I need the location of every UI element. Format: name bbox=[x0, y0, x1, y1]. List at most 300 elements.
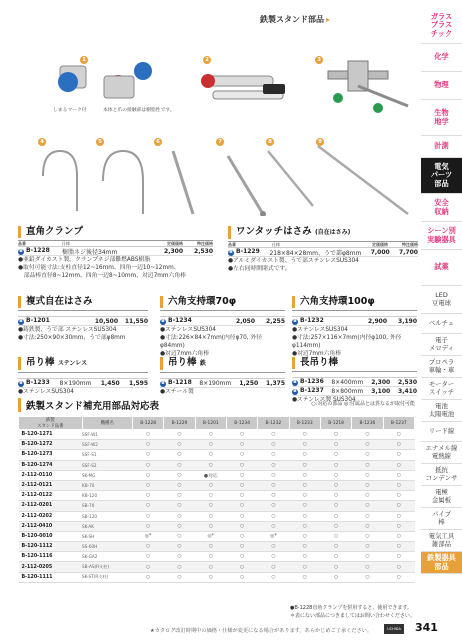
product-block-b3 bbox=[18, 296, 148, 342]
photo-number: 2 bbox=[203, 56, 211, 64]
photo-number: 5 bbox=[96, 138, 104, 146]
product-title: 六角支持環100φ bbox=[292, 296, 417, 308]
product-spec: 樹脂ネジ後径34mm bbox=[62, 248, 118, 256]
table-cell: ○ bbox=[195, 460, 226, 470]
table-row bbox=[19, 572, 415, 582]
table-cell: ○ bbox=[132, 542, 163, 552]
product-code: B B-1233 bbox=[19, 379, 50, 386]
table-cell: ○ bbox=[132, 511, 163, 521]
table-cell: 2-112-0205 bbox=[19, 562, 83, 572]
table-cell: ○ bbox=[164, 501, 195, 511]
table-cell: ○ bbox=[383, 501, 414, 511]
table-cell: ○ bbox=[226, 531, 257, 541]
page-number: 341 bbox=[415, 621, 438, 634]
photo-caption: しまるマーク付 bbox=[53, 108, 87, 113]
sidebar-tab[interactable]: 鉄製器具 部品 bbox=[421, 552, 462, 574]
table-cell: ○ bbox=[132, 501, 163, 511]
product-note: ●取付可能寸法:支柱直径12~16mm、四角一辺10~12mm、 bbox=[18, 265, 180, 271]
product-spec: 8×190mm bbox=[59, 379, 92, 387]
table-cell: ○ bbox=[352, 542, 383, 552]
table-cell: SK-MG bbox=[82, 470, 132, 480]
product-code: B B-1234 bbox=[161, 317, 192, 324]
table-cell: ○ bbox=[320, 542, 351, 552]
table-title: 鉄製スタンド補充用部品対応表 bbox=[18, 398, 415, 412]
table-cell: KB-120 bbox=[82, 491, 132, 501]
product-note: ●ステンレスSUS304 bbox=[292, 327, 348, 333]
table-cell: ○ bbox=[132, 470, 163, 480]
table-cell: SK-SH bbox=[82, 531, 132, 541]
table-cell: ○ bbox=[132, 480, 163, 490]
product-block-b8 bbox=[292, 357, 417, 404]
product-title: 長吊り棒 bbox=[292, 357, 417, 369]
product-badge-icon: B bbox=[19, 249, 23, 254]
table-cell: ○ bbox=[195, 572, 226, 582]
table-cell: ○ bbox=[195, 511, 226, 521]
table-row bbox=[19, 552, 415, 562]
table-cell: ○ bbox=[164, 521, 195, 531]
product-note: ●ステンレス製 SUS304 bbox=[292, 397, 356, 403]
table-cell: ○ bbox=[352, 460, 383, 470]
table-footnotes bbox=[290, 604, 415, 620]
table-cell: ○ bbox=[289, 460, 320, 470]
sidebar-tab[interactable]: 化学 bbox=[421, 44, 462, 72]
table-cell: ○ bbox=[164, 531, 195, 541]
product-note: ●鋳鉄製、うで部 ステンレスSUS304 bbox=[18, 327, 117, 333]
table-cell: ○ bbox=[383, 491, 414, 501]
table-cell: B-120-1111 bbox=[19, 572, 83, 582]
product-row bbox=[292, 317, 417, 326]
table-cell: ○ bbox=[320, 450, 351, 460]
sidebar-tab[interactable]: 物理 bbox=[421, 72, 462, 100]
product-table-header bbox=[160, 372, 285, 379]
table-cell: ○ bbox=[226, 572, 257, 582]
list-price: 2,050 bbox=[236, 317, 255, 325]
table-cell: ○ bbox=[164, 430, 195, 440]
photo-number: 7 bbox=[216, 138, 224, 146]
table-row bbox=[19, 501, 415, 511]
table-cell: ○ bbox=[258, 501, 289, 511]
rod-stainless bbox=[173, 151, 193, 214]
photo-number: 3 bbox=[315, 56, 323, 64]
table-cell: ○ bbox=[352, 491, 383, 501]
product-spec: 8×800mm bbox=[331, 387, 364, 395]
tax-price: 3,190 bbox=[398, 317, 417, 325]
table-cell: B-120-1116 bbox=[19, 552, 83, 562]
table-cell: ○ bbox=[258, 542, 289, 552]
table-cell: ○ bbox=[132, 491, 163, 501]
table-cell: ○ bbox=[195, 450, 226, 460]
table-row bbox=[19, 480, 415, 490]
table-cell: ○ bbox=[258, 450, 289, 460]
product-note: ●寸法:257×116×7mm(内径φ100, 外径φ114mm) bbox=[292, 335, 402, 349]
table-cell: ○ bbox=[352, 440, 383, 450]
long-rod bbox=[268, 151, 313, 206]
table-cell: ◎* bbox=[258, 531, 289, 541]
sidebar-tab[interactable]: パイプ 棒 bbox=[421, 508, 462, 530]
sidebar-tab[interactable]: 電極 金属板 bbox=[421, 486, 462, 508]
table-cell: ○ bbox=[226, 542, 257, 552]
table-cell: 2-112-0410 bbox=[19, 521, 83, 531]
brand-logo: UCHIDA bbox=[384, 624, 404, 634]
table-cell: ○ bbox=[258, 572, 289, 582]
table-header-cell: B-1229 bbox=[164, 417, 195, 430]
photo-number: 4 bbox=[38, 138, 46, 146]
table-header-cell: B-1228 bbox=[132, 417, 163, 430]
table-cell: SSF-S2 bbox=[82, 460, 132, 470]
table-cell: ○ bbox=[195, 480, 226, 490]
page-header: 鉄製スタンド部品 ▸ bbox=[260, 15, 331, 24]
product-code: B B-1237 bbox=[293, 387, 324, 394]
table-cell: ○ bbox=[383, 460, 414, 470]
table-cell: ○ bbox=[383, 572, 414, 582]
product-note: ●対辺7mm六角棒 bbox=[292, 351, 342, 357]
column-header: 特注価格 bbox=[197, 240, 213, 246]
product-row bbox=[18, 379, 148, 388]
photo-number: 9 bbox=[316, 138, 324, 146]
product-note: ●スチール製 bbox=[160, 389, 194, 395]
footer-note: ★カタログ改訂時期中の価格・仕様が変更になる場合があります。あらかじめご了承ください。 bbox=[150, 628, 373, 634]
product-row bbox=[228, 248, 418, 257]
product-spec: 8×400mm bbox=[331, 378, 364, 386]
list-price: 3,100 bbox=[371, 387, 391, 395]
product-note: ●寸法:226×84×7mm(内径φ70, 外径φ84mm) bbox=[160, 335, 263, 349]
list-price: 2,300 bbox=[164, 247, 183, 255]
table-cell: ○ bbox=[352, 562, 383, 572]
table-cell: 2-112-0122 bbox=[19, 491, 83, 501]
table-cell: ◎* bbox=[195, 531, 226, 541]
product-row bbox=[18, 317, 148, 326]
table-row bbox=[19, 511, 415, 521]
table-cell: ○ bbox=[352, 470, 383, 480]
table-cell: ○ bbox=[289, 430, 320, 440]
product-code: B B-1229 bbox=[229, 248, 260, 255]
table-cell: ○ bbox=[383, 430, 414, 440]
table-cell: SS-60H bbox=[82, 542, 132, 552]
column-header: 定価価格 bbox=[372, 241, 388, 247]
table-cell: 2-112-0121 bbox=[19, 480, 83, 490]
table-cell: ○ bbox=[289, 531, 320, 541]
product-note: ●左右同時開閉式です。 bbox=[228, 266, 291, 272]
table-cell: ○ bbox=[132, 521, 163, 531]
table-cell: ○ bbox=[258, 491, 289, 501]
table-cell: ○ bbox=[195, 542, 226, 552]
product-spec: 8×190mm bbox=[199, 379, 232, 387]
table-cell: ○ bbox=[289, 562, 320, 572]
table-cell: ○ bbox=[195, 430, 226, 440]
table-cell: ○ bbox=[226, 430, 257, 440]
table-cell: ○ bbox=[320, 501, 351, 511]
table-cell: ○ bbox=[226, 460, 257, 470]
sidebar-tab[interactable]: 電子 メロディ bbox=[421, 334, 462, 356]
table-cell: ○ bbox=[226, 501, 257, 511]
table-header-cell: 機種名 bbox=[82, 417, 132, 430]
list-price: 10,500 bbox=[94, 317, 118, 325]
table-cell: ○ bbox=[383, 450, 414, 460]
table-cell: ○ bbox=[226, 521, 257, 531]
table-cell: ○ bbox=[383, 552, 414, 562]
table-cell: ○ bbox=[164, 552, 195, 562]
table-cell: ○ bbox=[320, 511, 351, 521]
list-price: 1,450 bbox=[100, 379, 120, 387]
table-cell: ○ bbox=[352, 552, 383, 562]
table-cell: ○ bbox=[383, 542, 414, 552]
category-sidebar bbox=[421, 8, 462, 644]
sidebar-tab[interactable]: 生物 地学 bbox=[421, 100, 462, 136]
table-cell: ○ bbox=[383, 440, 414, 450]
table-cell: ○ bbox=[132, 450, 163, 460]
table-cell: ○ bbox=[226, 480, 257, 490]
table-cell: ○ bbox=[289, 470, 320, 480]
table-cell: ○ bbox=[132, 430, 163, 440]
table-cell: ○ bbox=[258, 552, 289, 562]
tax-price: 1,595 bbox=[129, 379, 148, 387]
product-note: ●寸法:250×90×30mm、うで部φ8mm bbox=[18, 335, 126, 341]
product-note: 部品棒直径8~12mm、四角一辺8~10mm、対辺7mm六角棒 bbox=[18, 273, 186, 279]
table-row bbox=[19, 491, 415, 501]
table-cell: ○ bbox=[383, 480, 414, 490]
sidebar-tab[interactable]: 抵抗 コンデンサ bbox=[421, 464, 462, 486]
table-row bbox=[19, 521, 415, 531]
table-cell: SB-120 bbox=[82, 511, 132, 521]
sidebar-tab[interactable]: 計測 bbox=[421, 136, 462, 158]
compatibility-table-section bbox=[18, 398, 415, 583]
table-cell: SSF-S1 bbox=[82, 450, 132, 460]
table-cell: ○ bbox=[258, 430, 289, 440]
table-cell: ○ bbox=[352, 450, 383, 460]
table-cell: ○ bbox=[383, 531, 414, 541]
table-header-cell: B-1236 bbox=[352, 417, 383, 430]
product-block-b7 bbox=[160, 357, 285, 396]
table-cell: ○ bbox=[383, 470, 414, 480]
table-cell: ○ bbox=[320, 491, 351, 501]
table-cell: ○ bbox=[164, 460, 195, 470]
table-cell: ○ bbox=[226, 491, 257, 501]
table-cell: ○ bbox=[164, 562, 195, 572]
table-cell: ○ bbox=[195, 491, 226, 501]
table-cell: ○ bbox=[226, 470, 257, 480]
product-spec: 218×84×28mm、うで部φ8mm bbox=[269, 249, 362, 257]
product-block-b4 bbox=[160, 296, 285, 358]
sidebar-tab[interactable]: エナメル線 電熱線 bbox=[421, 442, 462, 464]
footnote: ●B-1228直角クランプを併用すると、使用できます。 bbox=[290, 605, 412, 611]
header-title: 鉄製スタンド部品 bbox=[260, 15, 324, 24]
photo-number: 6 bbox=[154, 138, 162, 146]
table-cell: ○ bbox=[320, 531, 351, 541]
clamp-knob-blue bbox=[58, 72, 78, 92]
table-cell: ○ bbox=[195, 562, 226, 572]
table-cell: ○ bbox=[289, 572, 320, 582]
table-cell: ○ bbox=[383, 521, 414, 531]
product-code: B B-1228 bbox=[19, 247, 50, 254]
sidebar-tab[interactable]: 電気工具 雑部品 bbox=[421, 530, 462, 552]
table-cell: B-120-1273 bbox=[19, 450, 83, 460]
product-badge-icon: B bbox=[293, 319, 297, 324]
table-legend: ○:対応の部品 ◎:付属品とは異なるが取付可能 bbox=[311, 401, 415, 407]
product-badge-icon: B bbox=[293, 389, 297, 394]
column-header: 品番 bbox=[18, 240, 26, 246]
column-header: 品番 bbox=[228, 241, 236, 247]
photo-illustrations bbox=[18, 36, 415, 216]
table-row bbox=[19, 470, 415, 480]
list-price: 7,000 bbox=[370, 248, 390, 256]
product-note: ●亜鉛ダイカスト製、クランプネジ部難燃ABS樹脂 bbox=[18, 257, 150, 263]
table-cell: ○ bbox=[258, 480, 289, 490]
product-title: ワンタッチはさみ (自在はさみ) bbox=[228, 226, 418, 239]
product-row bbox=[160, 317, 285, 326]
product-row bbox=[292, 387, 417, 396]
table-cell: ◎* bbox=[132, 531, 163, 541]
table-cell: ○ bbox=[320, 440, 351, 450]
table-cell: B-120-1274 bbox=[19, 460, 83, 470]
table-cell: ○ bbox=[320, 572, 351, 582]
product-table-header bbox=[18, 310, 148, 317]
table-cell: B-120-1271 bbox=[19, 430, 83, 440]
product-badge-icon: B bbox=[161, 381, 165, 386]
table-cell: ○ bbox=[352, 480, 383, 490]
column-header: 仕様 bbox=[62, 240, 70, 246]
list-price: 2,900 bbox=[368, 317, 387, 325]
product-code: B B-1232 bbox=[293, 317, 324, 324]
table-cell: ○ bbox=[132, 572, 163, 582]
product-row bbox=[160, 379, 285, 388]
tax-price: 2,530 bbox=[398, 378, 417, 386]
table-header-cell: B-1218 bbox=[320, 417, 351, 430]
product-table-header bbox=[292, 371, 417, 378]
product-block-b1 bbox=[18, 226, 213, 280]
table-cell: ●対応 bbox=[195, 470, 226, 480]
table-cell: ○ bbox=[289, 501, 320, 511]
table-cell: ○ bbox=[226, 511, 257, 521]
sidebar-tab[interactable]: リード線 bbox=[421, 422, 462, 442]
table-cell: ○ bbox=[352, 531, 383, 541]
table-cell: ○ bbox=[289, 552, 320, 562]
product-block-b6 bbox=[18, 357, 148, 396]
table-cell: ○ bbox=[289, 521, 320, 531]
table-cell: ○ bbox=[258, 562, 289, 572]
table-cell: ○ bbox=[164, 572, 195, 582]
table-cell: SB-70 bbox=[82, 501, 132, 511]
column-header: 特注価格 bbox=[402, 241, 418, 247]
sidebar-tab[interactable]: ベルチェ bbox=[421, 314, 462, 334]
product-badge-icon: B bbox=[293, 380, 297, 385]
product-table-header bbox=[18, 372, 148, 379]
table-cell: ○ bbox=[383, 511, 414, 521]
table-cell: ○ bbox=[226, 552, 257, 562]
product-table-header bbox=[292, 310, 417, 317]
table-cell: ○ bbox=[289, 480, 320, 490]
product-title: 吊り棒 鉄 bbox=[160, 357, 285, 370]
table-cell: B-120-0010 bbox=[19, 531, 83, 541]
hex-ring-70 bbox=[43, 151, 77, 211]
table-cell: ○ bbox=[132, 440, 163, 450]
sidebar-tab[interactable]: モーター スイッチ bbox=[421, 378, 462, 400]
photo-caption: 本体と爪の接触部は樹脂性です。 bbox=[103, 108, 175, 113]
table-cell: ○ bbox=[164, 450, 195, 460]
table-header-cell: B-1201 bbox=[195, 417, 226, 430]
table-cell: ○ bbox=[226, 562, 257, 572]
list-price: 2,300 bbox=[371, 378, 391, 386]
table-cell: ○ bbox=[164, 480, 195, 490]
table-cell: ○ bbox=[258, 521, 289, 531]
sidebar-tab[interactable]: 電気 パーツ 部品 bbox=[421, 158, 462, 194]
table-cell: 2-112-0110 bbox=[19, 470, 83, 480]
product-code: B B-1201 bbox=[19, 317, 50, 324]
sidebar-tab[interactable]: LED 豆電球 bbox=[421, 286, 462, 314]
table-header-cell: B-1237 bbox=[383, 417, 414, 430]
product-note: ●ステンレスSUS304 bbox=[18, 389, 74, 395]
table-cell: KB-70 bbox=[82, 480, 132, 490]
tax-price: 2,255 bbox=[266, 317, 285, 325]
table-row bbox=[19, 531, 415, 541]
table-cell: ○ bbox=[352, 511, 383, 521]
sidebar-tab[interactable]: シーン別 実験器具 bbox=[421, 222, 462, 250]
rod-iron bbox=[228, 156, 263, 214]
table-row bbox=[19, 440, 415, 450]
table-cell: ○ bbox=[258, 511, 289, 521]
product-note: ●ステンレスSUS304 bbox=[160, 327, 216, 333]
table-cell: SK-ST(R支柱) bbox=[82, 572, 132, 582]
table-cell: ○ bbox=[320, 562, 351, 572]
product-title: 直角クランプ bbox=[18, 226, 213, 238]
table-header-cell: 鉄製 スタンド品番 bbox=[19, 417, 83, 430]
product-badge-icon: B bbox=[161, 319, 165, 324]
table-row bbox=[19, 460, 415, 470]
table-cell: ○ bbox=[352, 521, 383, 531]
product-code: B B-1218 bbox=[161, 379, 192, 386]
table-cell: ○ bbox=[226, 450, 257, 460]
tax-price: 11,550 bbox=[124, 317, 148, 325]
sidebar-tab[interactable]: 試薬 bbox=[421, 250, 462, 286]
table-cell: ○ bbox=[320, 430, 351, 440]
tax-price: 7,700 bbox=[399, 248, 418, 256]
table-cell: ○ bbox=[352, 501, 383, 511]
product-row bbox=[18, 247, 213, 256]
table-cell: SSF-W1 bbox=[82, 430, 132, 440]
product-note: ●アルミダイカスト製、うで部ステンレスSUS304 bbox=[228, 258, 359, 264]
list-price: 1,250 bbox=[239, 379, 259, 387]
sidebar-tab[interactable]: 安全 収納 bbox=[421, 194, 462, 222]
table-cell: ○ bbox=[132, 552, 163, 562]
table-cell: ○ bbox=[352, 430, 383, 440]
sidebar-tab[interactable]: ガラス プラス チック bbox=[421, 8, 462, 44]
table-cell: ○ bbox=[132, 460, 163, 470]
product-badge-icon: B bbox=[19, 319, 23, 324]
table-cell: ○ bbox=[258, 470, 289, 480]
product-note: ●対辺7mm六角棒 bbox=[160, 351, 210, 357]
table-cell: ○ bbox=[289, 450, 320, 460]
table-cell: ○ bbox=[195, 440, 226, 450]
sidebar-tab[interactable]: 電池 太陽電池 bbox=[421, 400, 462, 422]
table-cell: ○ bbox=[289, 511, 320, 521]
table-cell: ○ bbox=[164, 470, 195, 480]
table-cell: ○ bbox=[164, 511, 195, 521]
product-table-header bbox=[160, 310, 285, 317]
table-cell: ○ bbox=[164, 491, 195, 501]
table-cell: 2-112-0202 bbox=[19, 511, 83, 521]
product-block-b5 bbox=[292, 296, 417, 358]
sidebar-tab[interactable]: プロペラ 車輪・車 bbox=[421, 356, 462, 378]
table-cell: 2-112-0201 bbox=[19, 501, 83, 511]
product-title: 複式自在はさみ bbox=[18, 296, 148, 308]
table-cell: ○ bbox=[164, 440, 195, 450]
table-cell: ○ bbox=[195, 552, 226, 562]
photo-number: 8 bbox=[266, 138, 274, 146]
compatibility-table bbox=[18, 416, 415, 583]
table-cell: ○ bbox=[352, 572, 383, 582]
footnote: ＊表にない部品につきましてはお問い合わせください。 bbox=[290, 613, 415, 619]
table-cell: B-120-1112 bbox=[19, 542, 83, 552]
tax-price: 2,530 bbox=[194, 247, 213, 255]
